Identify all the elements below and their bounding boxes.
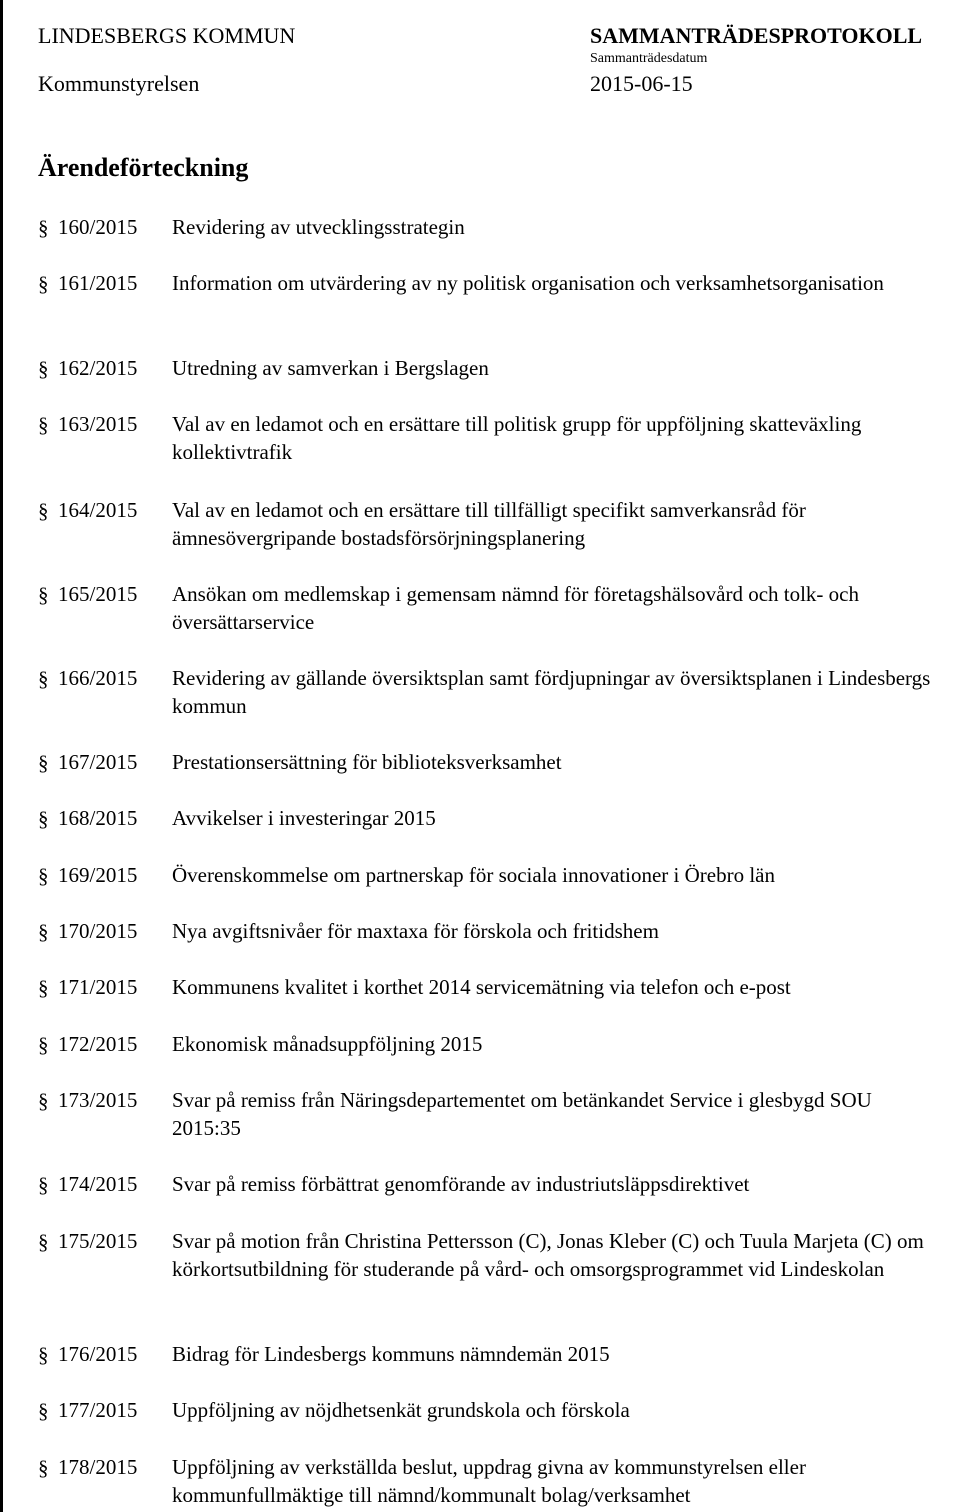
section-symbol: § <box>38 1343 49 1367</box>
document-header <box>38 18 958 108</box>
municipality-name: LINDESBERGS KOMMUN <box>38 23 296 48</box>
meeting-date: 2015-06-15 <box>590 71 693 96</box>
case-title: Revidering av gällande översiktsplan samt fördjupningar av översiktsplanen i Lindesbergs kommun <box>172 666 931 718</box>
case-title: Revidering av utvecklingsstrategin <box>172 215 465 239</box>
case-title: Nya avgiftsnivåer för maxtaxa för förskola och fritidshem <box>172 919 659 943</box>
case-number: 176/2015 <box>58 1342 138 1366</box>
section-symbol: § <box>38 864 49 888</box>
case-title: Val av en ledamot och en ersättare till politisk grupp för uppföljning skatteväxling kollektivtrafik <box>172 412 862 464</box>
case-number: 165/2015 <box>58 582 138 606</box>
case-number: 160/2015 <box>58 215 138 239</box>
case-title: Prestationsersättning för biblioteksverksamhet <box>172 750 562 774</box>
section-symbol: § <box>38 272 49 296</box>
section-symbol: § <box>38 807 49 831</box>
section-symbol: § <box>38 1033 49 1057</box>
section-symbol: § <box>38 751 49 775</box>
case-title: Kommunens kvalitet i korthet 2014 servicemätning via telefon och e-post <box>172 975 791 999</box>
case-number: 162/2015 <box>58 356 138 380</box>
committee-name: Kommunstyrelsen <box>38 71 200 96</box>
page-title: Ärendeförteckning <box>38 153 249 182</box>
case-number: 163/2015 <box>58 412 138 436</box>
section-symbol: § <box>38 667 49 691</box>
section-symbol: § <box>38 1456 49 1480</box>
case-title: Val av en ledamot och en ersättare till tillfälligt specifikt samverkansråd för ämnesövergripande bostadsförsörjningsplanering <box>172 498 806 550</box>
case-number: 177/2015 <box>58 1398 138 1422</box>
document-type: SAMMANTRÄDESPROTOKOLL <box>590 23 923 48</box>
case-number: 174/2015 <box>58 1172 138 1196</box>
section-symbol: § <box>38 499 49 523</box>
case-number: 172/2015 <box>58 1032 138 1056</box>
section-symbol: § <box>38 413 49 437</box>
section-symbol: § <box>38 976 49 1000</box>
case-title: Uppföljning av nöjdhetsenkät grundskola och förskola <box>172 1398 630 1422</box>
case-title: Ansökan om medlemskap i gemensam nämnd för företagshälsovård och tolk- och översättarservice <box>172 582 859 634</box>
section-symbol: § <box>38 357 49 381</box>
date-label: Sammanträdesdatum <box>590 51 708 66</box>
case-title: Överenskommelse om partnerskap för sociala innovationer i Örebro län <box>172 863 775 887</box>
case-title: Bidrag för Lindesbergs kommuns nämndemän 2015 <box>172 1342 610 1366</box>
case-number: 170/2015 <box>58 919 138 943</box>
case-number: 161/2015 <box>58 271 138 295</box>
case-title: Svar på remiss från Näringsdepartementet om betänkandet Service i glesbygd SOU 2015:35 <box>172 1088 872 1140</box>
section-symbol: § <box>38 216 49 240</box>
section-symbol: § <box>38 1230 49 1254</box>
section-symbol: § <box>38 1089 49 1113</box>
section-symbol: § <box>38 1173 49 1197</box>
case-number: 167/2015 <box>58 750 138 774</box>
case-number: 168/2015 <box>58 806 138 830</box>
section-symbol: § <box>38 1399 49 1423</box>
case-title: Utredning av samverkan i Bergslagen <box>172 356 489 380</box>
section-symbol: § <box>38 920 49 944</box>
case-title: Information om utvärdering av ny politisk organisation och verksamhetsorganisation <box>172 271 884 295</box>
case-number: 166/2015 <box>58 666 138 690</box>
left-margin-rule <box>0 0 3 1512</box>
case-number: 173/2015 <box>58 1088 138 1112</box>
case-title: Svar på remiss förbättrat genomförande av industriutsläppsdirektivet <box>172 1172 750 1196</box>
case-title: Svar på motion från Christina Pettersson (C), Jonas Kleber (C) och Tuula Marjeta (C) om körkortsutbildning för studerande på vård- och omsorgsprogrammet vid Lindeskolan <box>172 1229 924 1281</box>
case-title: Avvikelser i investeringar 2015 <box>172 806 436 830</box>
case-number: 171/2015 <box>58 975 138 999</box>
case-number: 169/2015 <box>58 863 138 887</box>
case-number: 164/2015 <box>58 498 138 522</box>
case-title: Uppföljning av verkställda beslut, uppdrag givna av kommunstyrelsen eller kommunfullmäktige till nämnd/kommunalt bolag/verksamhet <box>172 1455 806 1507</box>
section-symbol: § <box>38 583 49 607</box>
case-number: 178/2015 <box>58 1455 138 1479</box>
case-title: Ekonomisk månadsuppföljning 2015 <box>172 1032 483 1056</box>
case-number: 175/2015 <box>58 1229 138 1253</box>
